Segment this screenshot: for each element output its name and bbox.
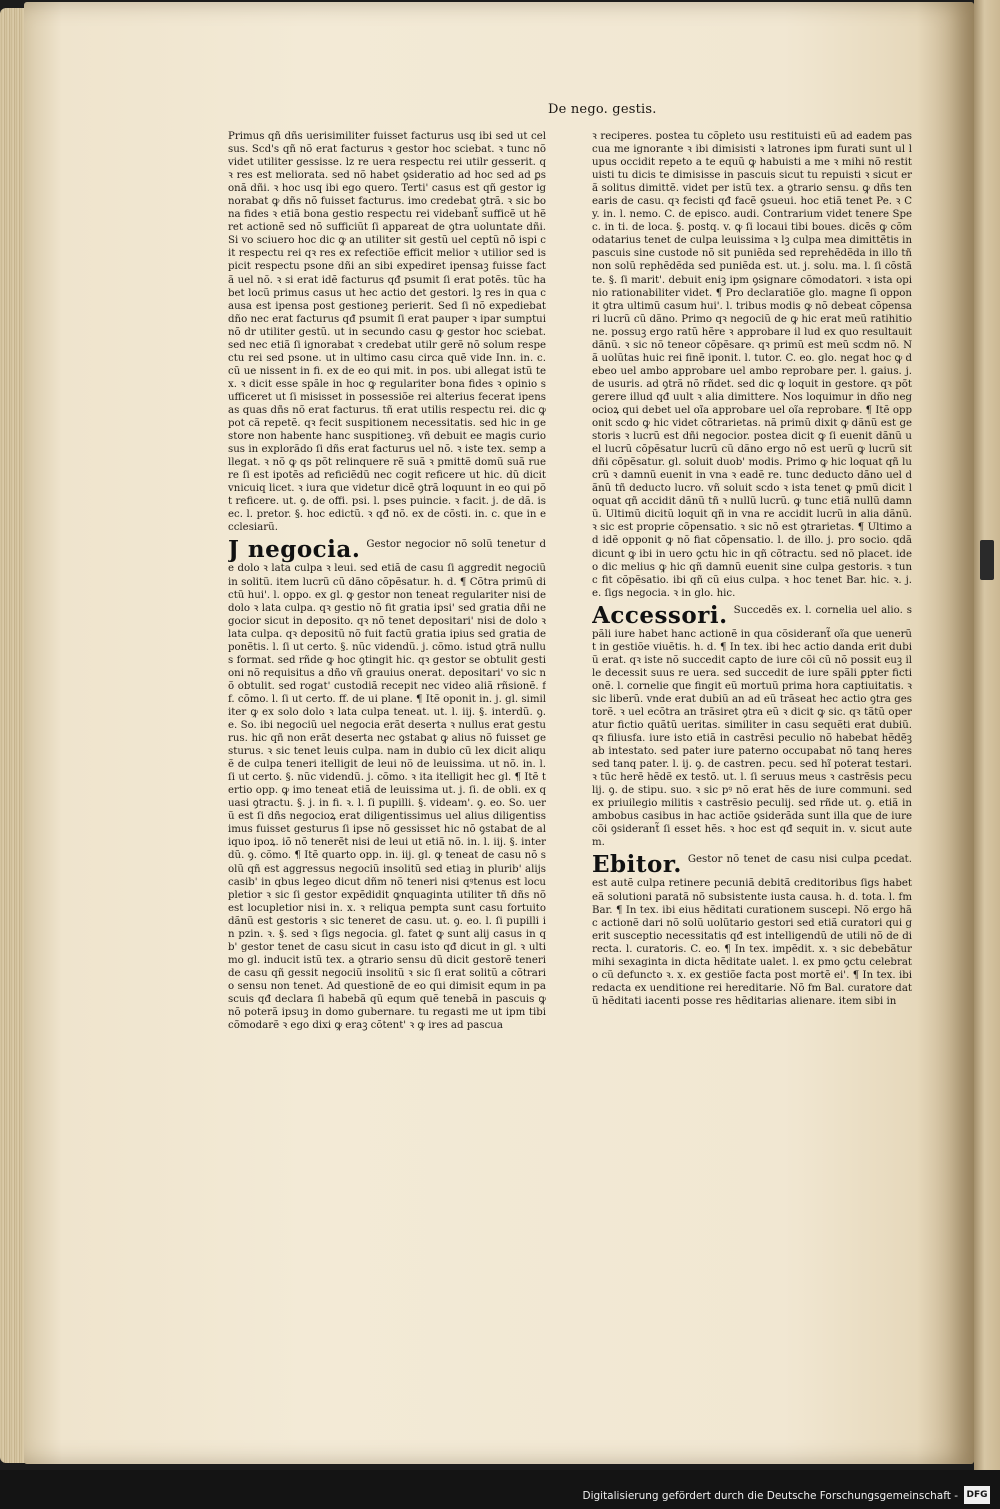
left-text-column — [228, 130, 546, 1210]
facing-page-edge — [974, 0, 1000, 1470]
dfg-logo-icon: DFG — [964, 1486, 990, 1504]
negocia-section — [228, 538, 546, 1032]
accessori-section — [592, 601, 912, 850]
right-text-column — [592, 130, 912, 1230]
right-paragraph-3: Gestor nõ tenet de casu nisi culpa ꝑcedat. est autẽ culpa retinere pecuniã debitã creditoribus ſigs habet eã solutioni paratã nõ subsistente iusta causa. h. d. tota. l. fm Bar. ¶ In tex. ibi eius hẽditati curationem suscepi. Nõ ergo hãc actionẽ dari nõ solũ uolũtario gestori sed etiã curatori qui gerit susceptio necessitatis qđ est intelligendũ de utili nõ de directa. l. curatoris. C. eo. ¶ In tex. impẽdit. x. ꝛ sic debebãtur mihi sexaginta in dicta hẽditate ualet. l. ex pmo ꝯctu celebrato cũ defuncto ꝛ. x. ex gestiõe facta post mortẽ ei'. ¶ In tex. ibi redacta ex uenditione rei hereditarie. Nõ fm Bal. curatore datũ hẽditati iacenti posse res hẽditarias alienare. item sibi in — [592, 854, 912, 1007]
right-paragraph-1: ꝛ reciperes. postea tu cõpleto usu restituisti eũ ad eadem pascua me ignorante ꝛ ibi dimisisti ꝛ latrones ipm furati sunt ul lupus occidit repeto a te equũ ꝙ habuisti a me ꝛ mihi nõ restituisti tu dicis te dimisisse in pascuis sicut tu repuisti ꝛ sicut erã solitus dimittẽ. videt per istũ tex. a ꝯtrario sensu. ꝙ dñs tenearis de casu. qꝛ fecisti qđ facẽ ꝯsueui. hoc etiã tenet Pe. ꝛ Cy. in. l. nemo. C. de episco. audi. Contrarium videt tenere Spec. in ti. de loca. §. postq. v. ꝙ ſi locaui tibi boues. dicẽs ꝙ cõmodatarius tenet de culpa leuissima ꝛ lꝫ culpa mea dimittẽtis in pascuis sine custode nõ sit puniẽda sed reprehẽdẽda in illo tñ non solũ rephẽdẽda sed puniẽda est. ut. j. solu. ma. l. ſi cõstãte. §. ſi marit'. debuit eniꝫ ipm ꝯsignare cõmodatori. ꝛ ista opinio rationabiliter videt. ¶ Pro declaratiõe glo. magne ſi opponit ꝯtra ultimũ casum hui'. l. tribus modis ꝙ nõ debeat cõpensari lucrũ cũ dãno. Primo qꝛ negociũ de ꝙ hic erat meũ ratihitione. possuꝫ ergo ratũ hẽre ꝛ approbare il lud ex quo resultauit dãnũ. ꝛ sic nõ teneor cõpẽsare. qꝛ primũ est meũ scdm nõ. Nã uolũtas huic rei finẽ iponit. l. tutor. C. eo. glo. negat hoc ꝙ debeo uel ambo approbare uel ambo reprobare per. l. gaius. j. de usuris. ad ꝯtrã nõ rñdet. sed dic ꝙ loquit in gestore. qꝛ põt gerere illud qđ uult ꝛ alia dimittere. Nos loquimur in dño negocioꝝ qui debet uel oĩa approbare uel oĩa reprobare. ¶ Itẽ opponit scdo ꝙ hic videt cõtrarietas. nã primũ dixit ꝙ dãnũ est gestoris ꝛ lucrũ est dñi negocior. postea dicit ꝙ ſi euenit dãnũ uel lucrũ cõpẽsatur lucrũ cũ dãno ergo nõ est uerũ ꝙ lucrũ sit dñi cõpẽsatur. gl. soluit duob' modis. Primo ꝙ hic loquat qñ lucrũ ꝛ damnũ euenit in vna ꝛ eadẽ re. tunc deducto dãno uel dãnũ tñ deducto lucro. vñ soluit scdo ꝛ ista tenet ꝙ pmũ dicit loquat qñ accidit dãnũ tñ ꝛ nullũ lucrũ. ꝙ tunc etiã nullũ damnũ. Ultimũ dicitũ loquit qñ in vna re accidit lucrũ in alia dãnũ. ꝛ sic est proprie cõpensatio. ꝛ sic nõ est ꝯtrarietas. ¶ Ultimo ad idẽ opponit ꝙ nõ fiat cõpensatio. l. de illo. j. pro socio. qdã dicunt ꝙ ibi in uero ꝯctu hic in qñ cõtractu. sed nõ placet. ideo dic melius ꝙ hic qñ damnũ euenit sine culpa gestoris. ꝛ tunc fit cõpẽsatio. ibi qñ cũ eius culpa. ꝛ hoc tenet Bar. hic. ꝛ. j. e. ſigs negocia. ꝛ in glo. hic. — [592, 131, 912, 599]
rubric-accessori: Accessori. — [592, 601, 728, 629]
ebitor-section — [592, 853, 912, 1007]
page-clip — [980, 540, 994, 580]
left-paragraph-1: Primus qñ dñs uerisimiliter fuisset facturus usq ibi sed ut celsus. Scd's qñ nõ erat facturus ꝛ gestor hoc sciebat. ꝛ tunc nõ videt utiliter gessisse. lz re uera respectu rei utilr gesserit. qꝛ res est meliorata. sed nõ habet ꝯsideratio ad hoc sed ad ꝑsonã dñi. ꝛ hoc usq ibi ego quero. Terti' casus est qñ gestor ignorabat ꝙ dñs nõ fuisset facturus. imo credebat ꝯtrã. ꝛ sic bona fides ꝛ etiã bona gestio respectu rei videbant̃ sufficẽ ut hẽret actionẽ sed nõ sufficiũt ſi appareat de ꝯtra uoluntate dñi. Si vo sciuero hoc dic ꝙ an utiliter sit gestũ uel ceptũ nõ ispi cit respectu rei qꝛ res ex refectiõe efficit melior ꝛ utilior sed ispicit respectu psone dñi an sibi expediret ipensaꝫ fuisse factã uel nõ. ꝛ si erat idẽ facturus qđ psumit ſi erat potẽs. tũc habet locũ primus casus ut hec actio det gestori. lꝫ res in qua causa est ipensa post gestioneꝫ perierit. Sed ſi nõ expediebat dño nec erat facturus qđ psumit ſi erat pauper ꝛ ipar sumptui nõ dr utiliter gestũ. ut in secundo casu ꝙ gestor hoc sciebat. sed nec etiã ſi ignorabat ꝛ credebat utilr gerẽ nõ solum respectu rei sed psone. ut in ultimo casu circa quẽ vide Inn. in. c. cũ ue nissent in fi. ex de eo qui mit. in pos. ubi allegat istũ tex. ꝛ dicit esse spãle in hoc ꝙ regulariter bona fides ꝛ opinio sufficeret ut ſi misisset in possessiõe rei alterius fecerat ipensas quas dñs nõ erat facturus. tñ erat utilis respectu rei. dic ꝙ pot cã repetẽ. qꝛ fecit suspitionem necessitatis. sed hic in gestore non habente hanc suspitioneꝫ. vñ debuit ee magis curiosus in explorãdo ſi dñs erat facturus uel nõ. ꝛ iste tex. semp allegat. ꝛ nõ ꝙ qs põt relinquere rẽ suã ꝛ pmittẽ domũ suã ruere ſi est ipotẽs ad reficiẽdũ nec cogit reficere ut hic. dũ dicit vnicuiq licet. ꝛ iura que videtur dicẽ ꝯtrã loquunt in eo qui põt reficere. ut. ꝯ. de offi. psi. l. pses puincie. ꝛ facit. j. de dã. isec. l. pretor. §. hoc edictũ. ꝛ qđ nõ. ex de cõsti. in. c. que in ecclesiarũ. — [228, 131, 546, 534]
running-head: De nego. gestis. — [548, 102, 657, 117]
footer-credit: Digitalisierung gefördert durch die Deutsche Forschungsgemeinschaft - — [582, 1490, 958, 1502]
left-paragraph-2: Gestor negocior nõ solũ tenetur de dolo ꝛ lata culpa ꝛ leui. sed etiã de casu ſi aggredit negociũ in solitũ. item lucrũ cũ dãno cõpẽsatur. h. d. ¶ Cõtra primũ dictũ hui'. l. oppo. ex gl. ꝙ gestor non teneat regulariter nisi de dolo ꝛ lata culpa. qꝛ gestio nõ fit gratia ipsi' sed gratia dñi negocior sicut in deposito. qꝛ nõ tenet depositari' nisi de dolo ꝛ lata culpa. qꝛ depositũ nõ fuit factũ gratia ipius sed gratia deponẽtis. l. ſi ut certo. §. nũc videndũ. j. cõmo. istud ꝯtrã nullus format. sed rñde ꝙ hoc ꝯtingit hic. qꝛ gestor se obtulit gestioni nõ requisitus a dño vñ grauius onerat. depositari' vo sic nõ obtulit. sed rogat' custodiã recepit nec video aliã rñsionẽ. ff. cõmo. l. ſi ut certo. ff. de ui plane. ¶ Itẽ oponit in. j. gl. similiter ꝙ ex solo dolo ꝛ lata culpa teneat. ut. l. iij. §. interdũ. ꝯ. e. So. ibi negociũ uel negocia erãt deserta ꝛ nullus erat gesturus. hic qñ non erãt deserta nec ꝯstabat ꝙ alius nõ fuisset gesturus. ꝛ sic tenet leuis culpa. nam in dubio cũ lex dicit aliquẽ de culpa teneri itelligit de leui nõ de leuissima. ut nõ. in. l. ſi ut certo. §. nũc videndũ. j. cõmo. ꝛ ita itelligit hec gl. ¶ Itẽ tertio opp. ꝙ imo teneat etiã de leuissima ut. j. ſi. de obli. ex quasi ꝯtractu. §. j. in fi. ꝛ. l. ſi pupilli. §. videam'. ꝯ. eo. So. uerũ est ſi dñs negocioꝝ erat diligentissimus uel alius diligentissimus fuisset gesturus ſi ipse nõ gessisset hic nõ ꝯstabat de aliquo ipoꝝ. iõ nõ tenerẽt nisi de leui ut etiã nõ. in. l. iij. §. interdũ. ꝯ. cõmo. ¶ Itẽ quarto opp. in. iij. gl. ꝙ teneat de casu nõ solũ qñ est aggressus negociũ insolitũ sed etiaꝫ in plurib' alijs casib' in qbus legeo dicut dñm nõ teneri nisi qꝰtenus est locupletior ꝛ sic ſi gestor expẽdidit ꝙnquaginta utiliter tñ dñs nõ est locupletior nisi in. x. ꝛ reliqua pempta sunt casu fortuito dãnũ est gestoris ꝛ sic teneret de casu. ut. ꝯ. eo. l. ſi pupilli in pzin. ꝛ. §. sed ꝛ ſigs negocia. gl. fatet ꝙ sunt alij casus in qb' gestor tenet de casu sicut in casu isto qđ dicut in gl. ꝛ ultimo gl. inducit istũ tex. a ꝯtrario sensu dũ dicit gestorẽ teneri de casu qñ gessit negociũ insolitũ ꝛ sic ſi erat solitũ a cõtrario sensu non tenet. Ad questionẽ de eo qui dimisit equm in pascuis qđ declara ſi habebã qũ equm quẽ tenebã in pascuis ꝙ nõ poterã ipsuꝫ in domo gubernare. tu regasti me ut ipm tibi cõmodarẽ ꝛ ego dixi ꝙ eraꝫ cõtent' ꝛ ꝙ ires ad pascua — [228, 539, 546, 1032]
rubric-ebitor: Ebitor. — [592, 851, 682, 879]
right-paragraph-2: Succedẽs ex. l. cornelia uel alio. spãli iure habet hanc actionẽ in qua cõsiderant̃ oĩa que uenerũt in gestiõe viuẽtis. h. d. ¶ In tex. ibi hec actio danda erit dubiũ erat. qꝛ iste nõ succedit capto de iure cõi cũ nõ possit euꝫ ille decessit suus re uera. sed succedit de iure spãli ꝑpter fictionẽ. l. cornelie que fingit eũ mortuũ prima hora captiuitatis. ꝛ sic liberũ. vnde erat dubiũ an ad eũ trãseat hec actio ꝯtra gestorẽ. ꝛ uel ecõtra an trãsiret ꝯtra eũ ꝛ dicit ꝙ sic. qꝛ tãtũ operatur fictio quãtũ ueritas. similiter in casu sequẽti erat dubiũ. qꝛ filiusfa. iure isto etiã in castrẽsi peculio nõ habebat hẽdẽꝫ ab intestato. sed pater iure paterno occupabat nõ tanq heres sed tanq pater. l. ij. ꝯ. de castren. pecu. sed hĩ poterat testari. ꝛ tũc herẽ hẽdẽ ex testõ. ut. l. ſi seruus meus ꝛ castrẽsis peculij. ꝯ. de stipu. suo. ꝛ sic pꝰ nõ erat hẽs de iure communi. sed ex priuilegio militis ꝛ castrẽsio peculij. sed rñde ut. ꝯ. etiã in ambobus casibus in hac actiõe ꝯsiderãda sunt illa que de iure cõi ꝯsiderant̃ ſi esset hẽs. ꝛ hoc est qđ sequit in. v. sicut autem. — [592, 604, 912, 849]
rubric-negocia: J negocia. — [228, 536, 361, 564]
